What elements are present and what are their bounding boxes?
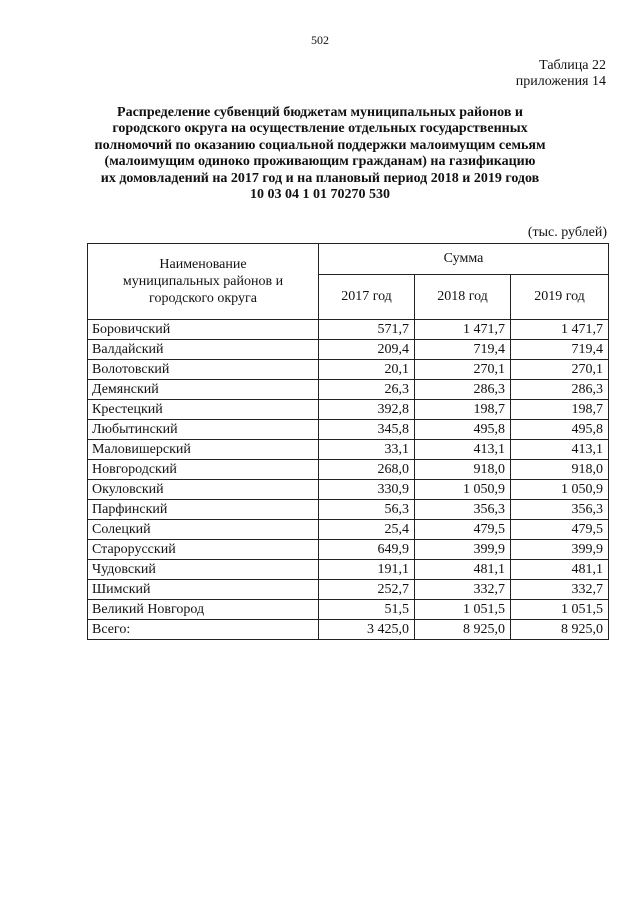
value-2019-cell: 1 050,9 xyxy=(511,480,609,500)
value-2017-cell: 20,1 xyxy=(319,360,415,380)
district-name-cell: Великий Новгород xyxy=(88,600,319,620)
table-row xyxy=(88,420,609,440)
value-2018-cell: 413,1 xyxy=(415,440,511,460)
district-name-cell: Шимский xyxy=(88,580,319,600)
units-label: (тыс. рублей) xyxy=(527,225,607,240)
value-2019-cell: 413,1 xyxy=(511,440,609,460)
title-line: Распределение субвенций бюджетам муниципальных районов и xyxy=(117,105,523,120)
district-name-cell: Маловишерский xyxy=(88,440,319,460)
value-2017-cell: 56,3 xyxy=(319,500,415,520)
value-2017-cell: 392,8 xyxy=(319,400,415,420)
value-2017-cell: 3 425,0 xyxy=(319,620,415,640)
value-2019-cell: 198,7 xyxy=(511,400,609,420)
district-name-cell: Крестецкий xyxy=(88,400,319,420)
district-name-cell: Новгородский xyxy=(88,460,319,480)
name-header-line: муниципальных районов и xyxy=(122,274,284,289)
value-2019-cell: 270,1 xyxy=(511,360,609,380)
value-2019-cell: 399,9 xyxy=(511,540,609,560)
subvention-table xyxy=(87,243,609,640)
year-header-2017: 2017 год xyxy=(319,275,415,320)
district-name-cell: Всего: xyxy=(88,620,319,640)
value-2017-cell: 26,3 xyxy=(319,380,415,400)
value-2019-cell: 356,3 xyxy=(511,500,609,520)
value-2018-cell: 399,9 xyxy=(415,540,511,560)
value-2018-cell: 918,0 xyxy=(415,460,511,480)
value-2018-cell: 495,8 xyxy=(415,420,511,440)
name-column-header xyxy=(88,244,319,320)
value-2018-cell: 719,4 xyxy=(415,340,511,360)
value-2018-cell: 1 051,5 xyxy=(415,600,511,620)
value-2018-cell: 286,3 xyxy=(415,380,511,400)
value-2019-cell: 479,5 xyxy=(511,520,609,540)
value-2018-cell: 198,7 xyxy=(415,400,511,420)
sum-header: Сумма xyxy=(319,244,609,275)
value-2017-cell: 268,0 xyxy=(319,460,415,480)
value-2017-cell: 191,1 xyxy=(319,560,415,580)
district-name-cell: Любытинский xyxy=(88,420,319,440)
value-2019-cell: 1 471,7 xyxy=(511,320,609,340)
name-header-line: Наименование xyxy=(159,257,247,272)
value-2018-cell: 270,1 xyxy=(415,360,511,380)
table-row xyxy=(88,440,609,460)
table-row xyxy=(88,520,609,540)
value-2017-cell: 209,4 xyxy=(319,340,415,360)
value-2017-cell: 51,5 xyxy=(319,600,415,620)
value-2018-cell: 332,7 xyxy=(415,580,511,600)
table-reference xyxy=(516,58,606,90)
district-name-cell: Волотовский xyxy=(88,360,319,380)
value-2017-cell: 345,8 xyxy=(319,420,415,440)
value-2018-cell: 356,3 xyxy=(415,500,511,520)
table-row xyxy=(88,340,609,360)
value-2019-cell: 719,4 xyxy=(511,340,609,360)
district-name-cell: Окуловский xyxy=(88,480,319,500)
value-2019-cell: 286,3 xyxy=(511,380,609,400)
year-header-2019: 2019 год xyxy=(511,275,609,320)
value-2019-cell: 495,8 xyxy=(511,420,609,440)
title-line: полномочий по оказанию социальной поддержки малоимущим семьям xyxy=(94,137,546,153)
value-2018-cell: 1 471,7 xyxy=(415,320,511,340)
table-row xyxy=(88,380,609,400)
year-header-2018: 2018 год xyxy=(415,275,511,320)
district-name-cell: Демянский xyxy=(88,380,319,400)
value-2019-cell: 8 925,0 xyxy=(511,620,609,640)
value-2019-cell: 332,7 xyxy=(511,580,609,600)
value-2018-cell: 8 925,0 xyxy=(415,620,511,640)
document-title xyxy=(80,105,560,203)
district-name-cell: Солецкий xyxy=(88,520,319,540)
table-row xyxy=(88,580,609,600)
table-row xyxy=(88,540,609,560)
district-name-cell: Парфинский xyxy=(88,500,319,520)
budget-code: 10 03 04 1 01 70270 530 xyxy=(250,187,390,203)
name-header-line: городского округа xyxy=(149,291,257,306)
table-row xyxy=(88,320,609,340)
title-line: их домовладений на 2017 год и на плановый период 2018 и 2019 годов xyxy=(100,170,540,186)
value-2017-cell: 330,9 xyxy=(319,480,415,500)
district-name-cell: Боровичский xyxy=(88,320,319,340)
value-2019-cell: 918,0 xyxy=(511,460,609,480)
table-row xyxy=(88,360,609,380)
district-name-cell: Чудовский xyxy=(88,560,319,580)
district-name-cell: Старорусский xyxy=(88,540,319,560)
table-row xyxy=(88,480,609,500)
table-row xyxy=(88,400,609,420)
appendix-number: приложения 14 xyxy=(515,74,606,89)
table-row xyxy=(88,500,609,520)
value-2017-cell: 25,4 xyxy=(319,520,415,540)
title-line: (малоимущим одиноко проживающим гражданам) на газификацию xyxy=(104,154,536,170)
page-number: 502 xyxy=(311,33,329,47)
value-2018-cell: 481,1 xyxy=(415,560,511,580)
table-number: Таблица 22 xyxy=(539,58,606,73)
table-row xyxy=(88,560,609,580)
district-name-cell: Валдайский xyxy=(88,340,319,360)
value-2017-cell: 571,7 xyxy=(319,320,415,340)
value-2018-cell: 1 050,9 xyxy=(415,480,511,500)
total-row xyxy=(88,620,609,640)
table-row xyxy=(88,460,609,480)
title-line: городского округа на осуществление отдельных государственных xyxy=(112,121,528,137)
value-2017-cell: 252,7 xyxy=(319,580,415,600)
table-row xyxy=(88,600,609,620)
value-2019-cell: 481,1 xyxy=(511,560,609,580)
value-2017-cell: 33,1 xyxy=(319,440,415,460)
value-2017-cell: 649,9 xyxy=(319,540,415,560)
value-2019-cell: 1 051,5 xyxy=(511,600,609,620)
value-2018-cell: 479,5 xyxy=(415,520,511,540)
